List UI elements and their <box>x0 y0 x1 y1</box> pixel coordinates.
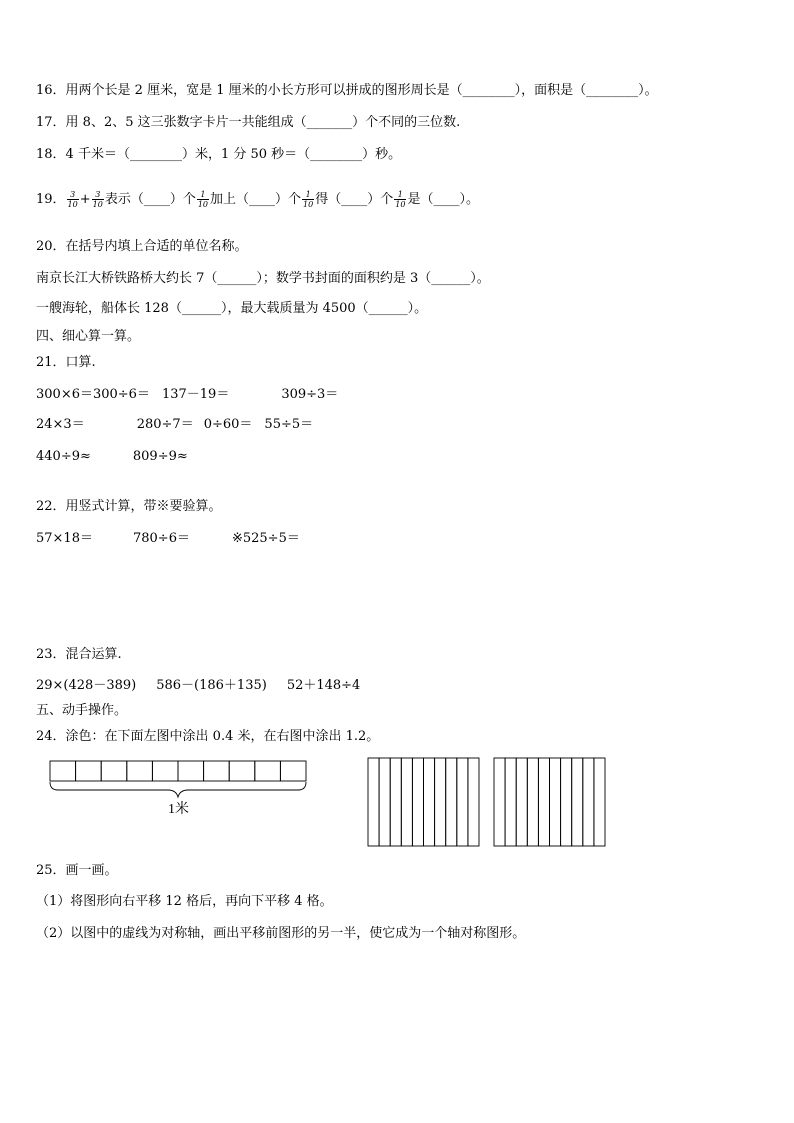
question-22-title: 22．用竖式计算，带※要验算。 <box>36 499 222 514</box>
right-column-grid <box>494 758 605 846</box>
grid-column-cell[interactable] <box>379 758 390 846</box>
grid-column-cell[interactable] <box>494 758 505 846</box>
question-23-title: 23．混合运算. <box>36 647 122 662</box>
meter-strip-cell[interactable] <box>152 761 178 781</box>
question-19-text-3: 得（____）个 <box>315 192 394 207</box>
question-19-prefix: 19． <box>36 192 66 207</box>
oral-calc-item: 24×3＝ <box>36 417 85 432</box>
meter-strip-cell[interactable] <box>178 761 204 781</box>
grid-column-cell[interactable] <box>572 758 583 846</box>
plus-sign: + <box>79 192 91 207</box>
vertical-calc-item: 57×18＝ <box>36 531 93 546</box>
question-25-title: 25．画一画。 <box>36 863 118 878</box>
meter-strip-cell[interactable] <box>229 761 255 781</box>
question-25-part-2: （2）以图中的虚线为对称轴，画出平移前图形的另一半，使它成为一个轴对称图形。 <box>36 926 526 941</box>
meter-strip-cell[interactable] <box>50 761 76 781</box>
meter-strip-cell[interactable] <box>280 761 306 781</box>
meter-strip-cell[interactable] <box>204 761 230 781</box>
section-5-heading: 五、动手操作。 <box>36 703 128 718</box>
oral-calc-item: 137－19＝ <box>161 387 230 402</box>
grid-column-cell[interactable] <box>401 758 412 846</box>
question-20-line-2: 一艘海轮，船体长 128（______），最大载质量为 4500（______）。 <box>36 301 428 316</box>
question-21-title: 21．口算. <box>36 355 96 370</box>
grid-column-cell[interactable] <box>550 758 561 846</box>
question-20-title: 20．在括号内填上合适的单位名称。 <box>36 239 248 254</box>
meter-strip-cell[interactable] <box>255 761 281 781</box>
meter-strip-cell[interactable] <box>76 761 102 781</box>
grid-column-cell[interactable] <box>468 758 479 846</box>
mixed-calc-item: 586－(186＋135) <box>156 678 267 693</box>
left-column-grid <box>368 758 479 846</box>
oral-calc-item: 55÷5＝ <box>264 417 314 432</box>
oral-calc-item: 809÷9≈ <box>132 449 188 464</box>
grid-column-cell[interactable] <box>538 758 549 846</box>
oral-calc-item: 440÷9≈ <box>36 449 91 464</box>
grid-column-cell[interactable] <box>424 758 435 846</box>
grid-column-cell[interactable] <box>390 758 401 846</box>
fraction-3-10-a: $\frac{3}{10}$ <box>67 190 78 209</box>
question-20-line-1: 南京长江大桥铁路桥大约长 7（______）；数学书封面的面积约是 3（______）。 <box>36 271 490 286</box>
oral-calc-item: 309÷3＝ <box>281 387 339 402</box>
grid-column-cell[interactable] <box>505 758 516 846</box>
grid-column-cell[interactable] <box>412 758 423 846</box>
question-19-text-1: 表示（____）个 <box>104 192 196 207</box>
question-16-text: 16．用两个长是 2 厘米，宽是 1 厘米的小长方形可以拼成的图形周长是（________），面积是（________）。 <box>36 83 658 98</box>
grid-column-cell[interactable] <box>457 758 468 846</box>
question-19-text-2: 加上（____）个 <box>210 192 302 207</box>
question-25-part-1: （1）将图形向右平移 12 格后，再向下平移 4 格。 <box>36 894 333 909</box>
grid-column-cell[interactable] <box>594 758 605 846</box>
vertical-calc-item: ※525÷5＝ <box>231 531 300 546</box>
oral-calc-item: 0÷60＝ <box>203 417 253 432</box>
fraction-1-10-a: $\frac{1}{10}$ <box>197 190 209 209</box>
question-18-text: 18．4 千米＝（________）米，1 分 50 秒＝（________）秒。 <box>36 147 402 162</box>
question-17-text: 17．用 8、2、5 这三张数字卡片一共能组成（_______）个不同的三位数. <box>36 115 461 130</box>
meter-strip <box>50 761 306 781</box>
grid-column-cell[interactable] <box>561 758 572 846</box>
question-19-text-4: 是（____）。 <box>407 192 479 207</box>
oral-calc-item: 300×6＝300÷6＝ <box>36 387 150 402</box>
mixed-calc-item: 52＋148÷4 <box>286 678 361 693</box>
meter-strip-cell[interactable] <box>101 761 127 781</box>
vertical-calc-item: 780÷6＝ <box>132 531 190 546</box>
oral-calc-item: 280÷7＝ <box>136 417 194 432</box>
grid-column-cell[interactable] <box>435 758 446 846</box>
meter-brace <box>50 782 306 797</box>
grid-column-cell[interactable] <box>527 758 538 846</box>
meter-strip-cell[interactable] <box>127 761 153 781</box>
grid-column-cell[interactable] <box>583 758 594 846</box>
meter-label: 1米 <box>168 802 189 817</box>
question-24-title: 24．涂色：在下面左图中涂出 0.4 米，在右图中涂出 1.2。 <box>36 729 380 744</box>
fraction-3-10-b: $\frac{3}{10}$ <box>92 190 103 209</box>
fraction-1-10-b: $\frac{1}{10}$ <box>303 190 314 209</box>
fraction-1-10-c: $\frac{1}{10}$ <box>395 190 406 209</box>
section-4-heading: 四、细心算一算。 <box>36 329 141 344</box>
grid-column-cell[interactable] <box>446 758 457 846</box>
mixed-calc-item: 29×(428－389) <box>36 678 137 693</box>
grid-column-cell[interactable] <box>368 758 379 846</box>
grid-column-cell[interactable] <box>516 758 527 846</box>
